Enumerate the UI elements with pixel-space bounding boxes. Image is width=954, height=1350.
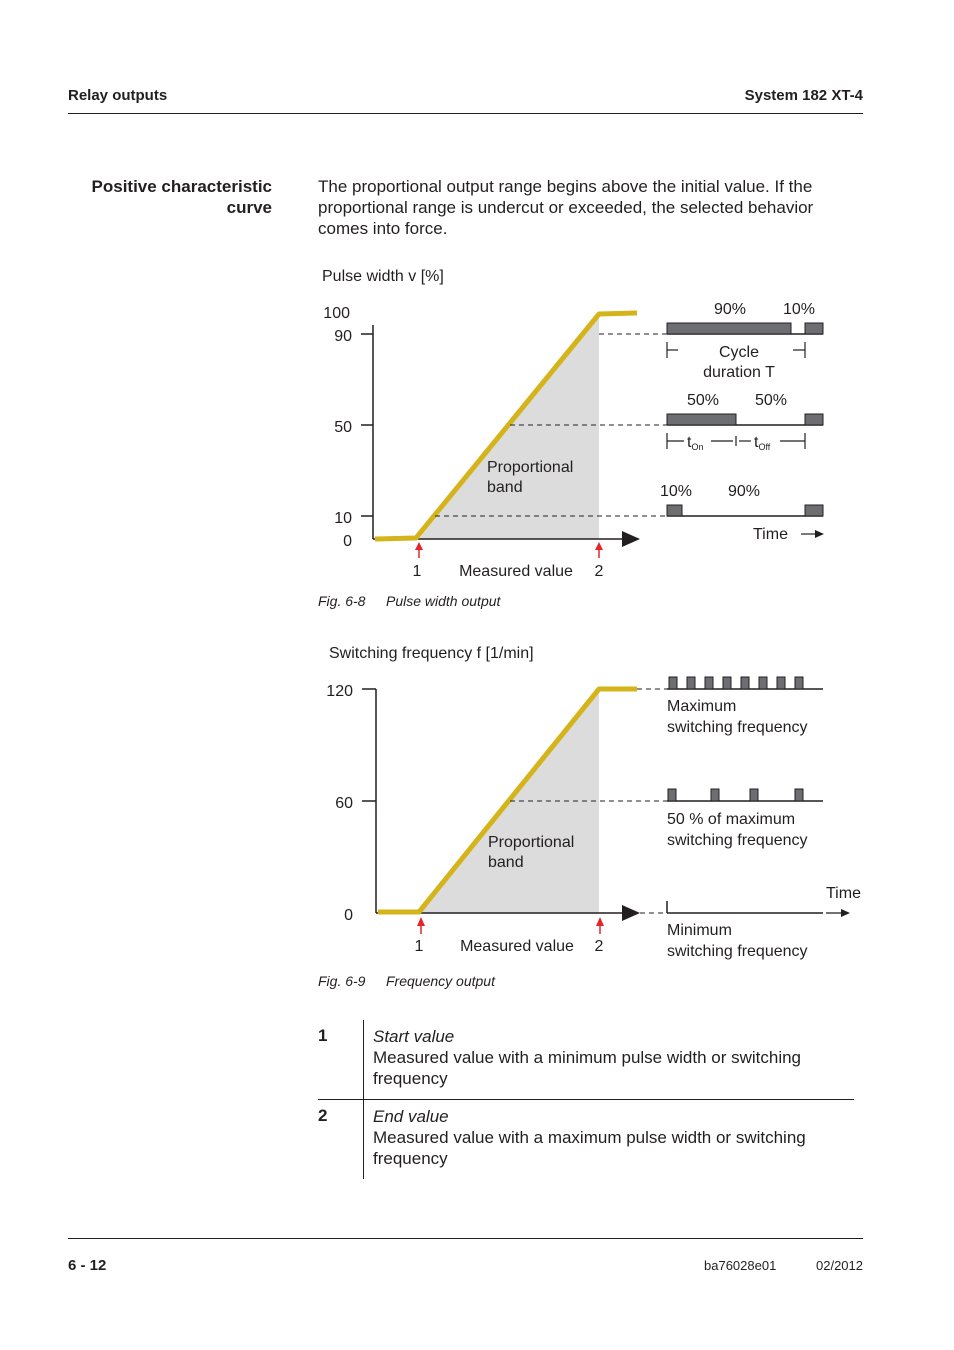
fig2-max-pulses (669, 677, 803, 689)
fig2-marker2-head (596, 917, 604, 926)
fig2-time-label: Time (826, 885, 861, 902)
fig1-caption: Fig. 6-8 Pulse width output (318, 593, 501, 609)
legend-title: Start value (373, 1027, 455, 1046)
fig2-marker1-head (417, 917, 425, 926)
header-rule (68, 113, 863, 114)
fig1-row10-pulse (805, 505, 823, 516)
footer-rule (68, 1238, 863, 1239)
header-left: Relay outputs (68, 87, 168, 104)
fig1-row10-on: 10% (659, 483, 693, 500)
fig2-half-pulses (668, 789, 803, 801)
fig2-tick-label: 120 (326, 683, 353, 700)
legend-row (318, 1020, 854, 1100)
fig2-xlabel: Measured value (460, 938, 574, 955)
fig1-row50-pulse (667, 414, 736, 425)
fig1-tick-label: 10 (334, 510, 352, 527)
fig2-band-label: Proportional (488, 834, 575, 851)
fig1-tick-label: 90 (334, 328, 352, 345)
fig2-band-label: band (488, 854, 524, 871)
fig1-row90-on: 90% (713, 301, 747, 318)
fig1-toff-label: tOff (754, 434, 771, 452)
doc-date: 02/2012 (816, 1258, 863, 1273)
frequency-diagram (0, 635, 954, 970)
fig1-row10-pulse (667, 505, 682, 516)
fig2-marker2-label: 2 (594, 938, 604, 955)
fig2-max-label: Maximum (667, 698, 737, 715)
legend-key: 2 (318, 1106, 328, 1125)
fig1-ylabel: Pulse width v [%] (322, 268, 444, 285)
fig2-tick-label: 0 (344, 907, 353, 924)
legend-desc: Measured value with a minimum pulse width or switching frequency (373, 1048, 802, 1088)
page-number: 6 - 12 (68, 1257, 107, 1274)
fig1-cycle-label: duration T (703, 364, 775, 381)
fig1-xlabel: Measured value (459, 563, 573, 580)
fig2-ylabel: Switching frequency f [1/min] (329, 645, 534, 662)
legend-table (318, 1020, 854, 1179)
pulse-width-diagram (0, 255, 954, 615)
fig2-time-arrow-head (841, 909, 850, 917)
fig2-marker1-label: 1 (414, 938, 424, 955)
fig1-marker1-label: 1 (412, 563, 422, 580)
fig1-row50-on: 50% (686, 392, 720, 409)
fig2-half-label: 50 % of maximum (667, 811, 796, 828)
fig2-max-label: switching frequency (667, 719, 808, 736)
fig2-tick-label: 60 (335, 795, 353, 812)
fig1-x-arrow (622, 531, 640, 547)
fig1-tick-label: 0 (343, 533, 352, 550)
fig1-row90-pulse (805, 323, 823, 334)
legend-value (364, 1020, 855, 1100)
fig1-tick-label: 50 (334, 419, 352, 436)
legend-value (364, 1100, 855, 1180)
fig1-ton-label: tOn (687, 434, 704, 452)
fig1-row90-off: 10% (782, 301, 816, 318)
fig1-band-label: Proportional (487, 459, 574, 476)
legend-desc: Measured value with a maximum pulse width or switching frequency (373, 1128, 806, 1168)
fig1-row50-off: 50% (754, 392, 788, 409)
fig1-row10-off: 90% (727, 483, 761, 500)
fig1-row90-pulse (667, 323, 791, 334)
fig2-caption: Fig. 6-9 Frequency output (318, 973, 495, 989)
section-text: The proportional output range begins above the initial value. If the proportional range is undercut or exceeded, the selected behavior comes into force. (318, 177, 814, 238)
legend-row (318, 1100, 854, 1180)
fig1-time-arrow-head (815, 530, 824, 538)
fig1-tick-label: 100 (323, 305, 350, 322)
fig2-min-label: switching frequency (667, 943, 808, 960)
fig2-half-label: switching frequency (667, 832, 808, 849)
legend-title: End value (373, 1107, 449, 1126)
fig1-cycle-label: Cycle (718, 344, 760, 361)
header-right: System 182 XT-4 (744, 87, 863, 104)
fig1-band-label: band (487, 479, 523, 496)
fig1-row50-pulse (805, 414, 823, 425)
section-title: Positive characteristic curve (91, 177, 272, 217)
fig1-time-label: Time (753, 526, 788, 543)
doc-number: ba76028e01 (704, 1258, 777, 1273)
fig2-min-label: Minimum (667, 922, 732, 939)
fig1-marker1-head (415, 542, 423, 550)
fig2-x-arrow (622, 905, 640, 921)
fig1-marker2-label: 2 (594, 563, 604, 580)
legend-key: 1 (318, 1020, 364, 1100)
fig1-marker2-head (595, 542, 603, 550)
